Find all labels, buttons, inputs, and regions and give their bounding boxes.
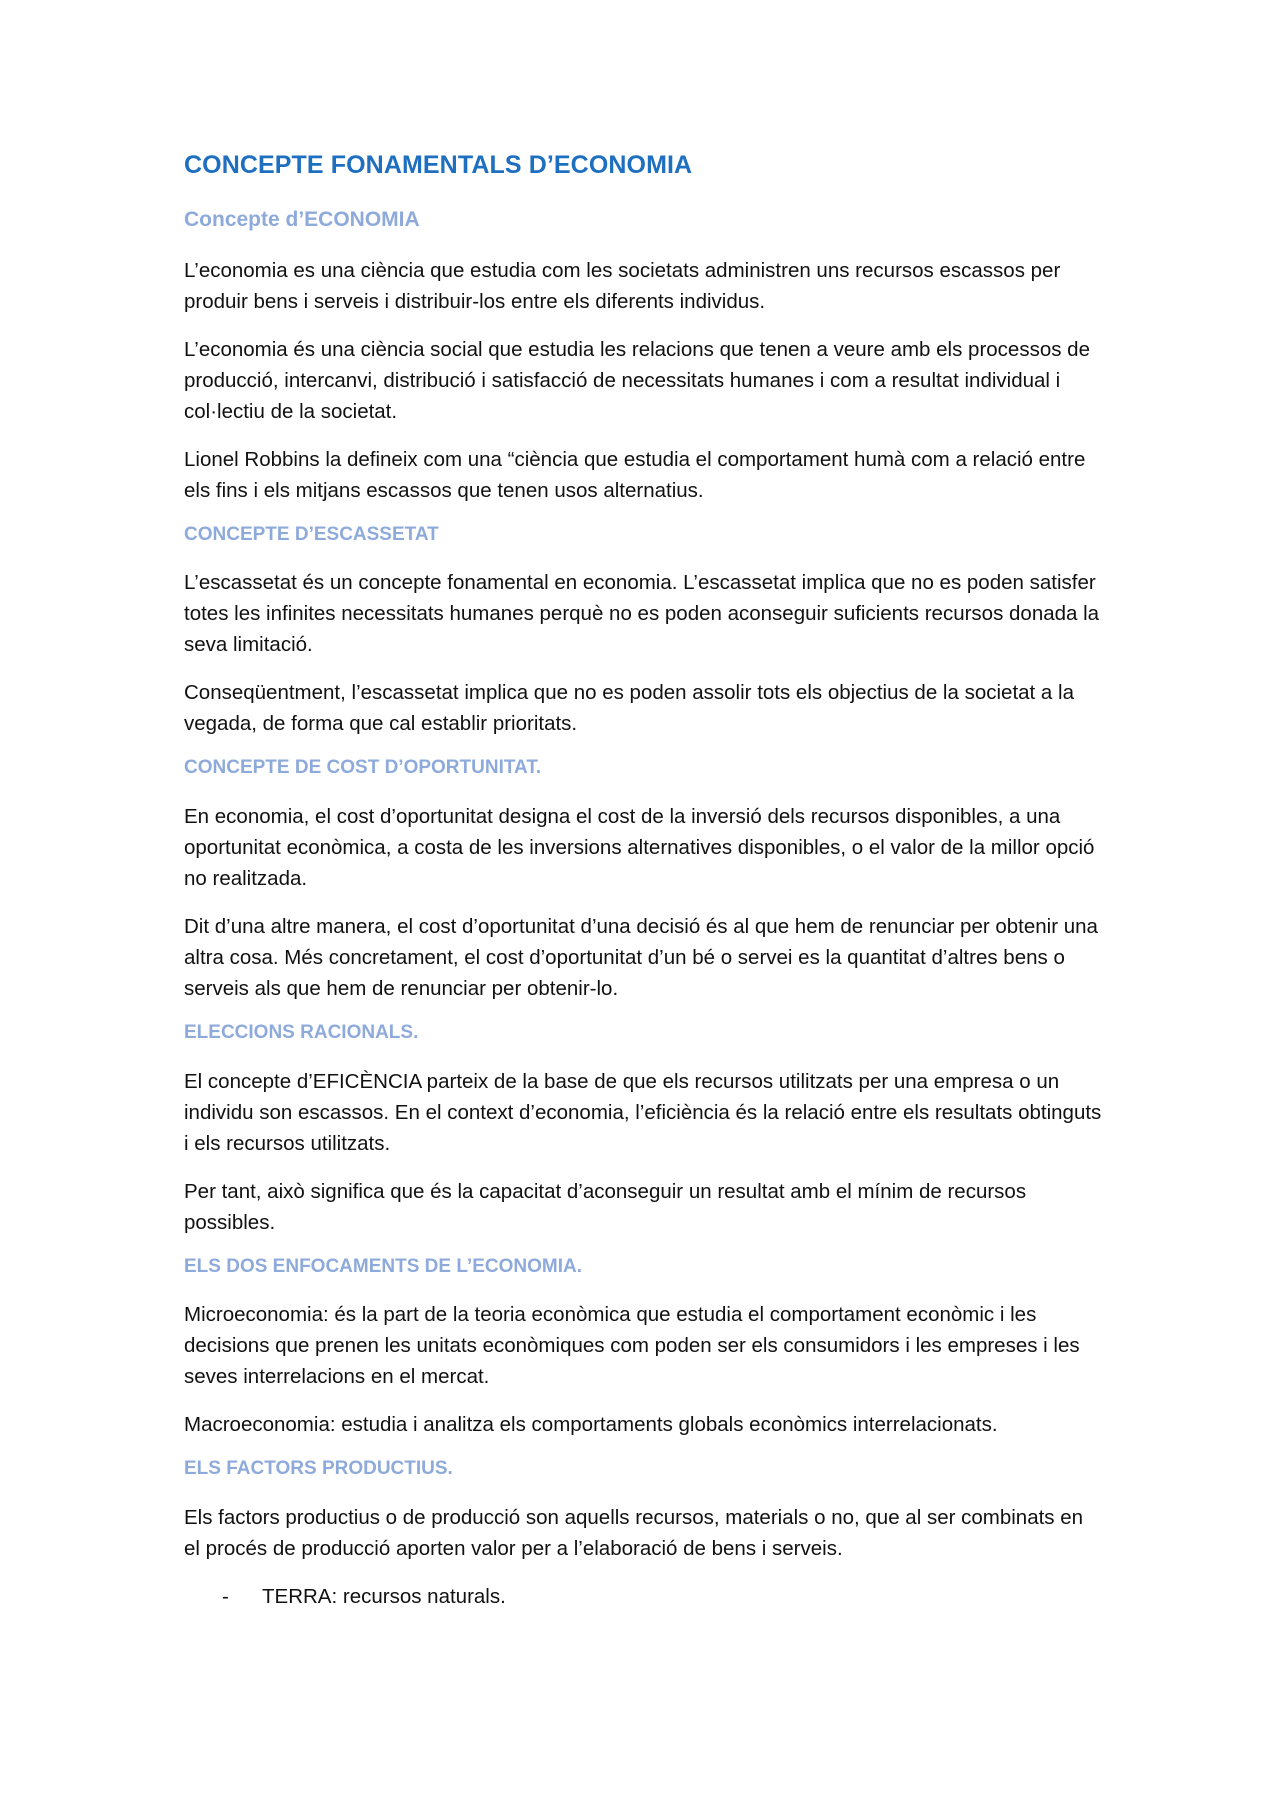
section-heading-factors-productius: ELS FACTORS PRODUCTIUS. bbox=[184, 1458, 453, 1480]
section-heading-economia: Concepte d’ECONOMIA bbox=[184, 208, 420, 232]
list-item bbox=[184, 1581, 1104, 1612]
paragraph: L’escassetat és un concepte fonamental en economia. L’escassetat implica que no es poden satisfer totes les infinites necessitats humanes perquè no es poden aconseguir suficients recursos donada la seva limitació. bbox=[184, 571, 1100, 657]
section-heading-eleccions-racionals: ELECCIONS RACIONALS. bbox=[184, 1021, 419, 1043]
paragraph: Microeconomia: és la part de la teoria econòmica que estudia el comportament econòmic i les decisions que prenen les unitats econòmiques com poden ser els consumidors i les empreses i les seves interrelacions en el mercat. bbox=[184, 1303, 1080, 1389]
list-item-text: TERRA: recursos naturals. bbox=[262, 1584, 506, 1608]
document-body bbox=[184, 150, 1104, 1612]
paragraph: Conseqüentment, l’escassetat implica que no es poden assolir tots els objectius de la societat a la vegada, de forma que cal establir prioritats. bbox=[184, 681, 1074, 736]
document-title: CONCEPTE FONAMENTALS D’ECONOMIA bbox=[184, 151, 693, 179]
paragraph: Macroeconomia: estudia i analitza els comportaments globals econòmics interrelacionats. bbox=[184, 1413, 998, 1437]
factors-list bbox=[184, 1581, 1104, 1612]
paragraph: Els factors productius o de producció son aquells recursos, materials o no, que al ser combinats en el procés de producció aporten valor per a l’elaboració de bens i serveis. bbox=[184, 1505, 1084, 1560]
dash-bullet: - bbox=[222, 1584, 229, 1608]
paragraph: Per tant, això significa que és la capacitat d’aconseguir un resultat amb el mínim de recursos possibles. bbox=[184, 1179, 1027, 1234]
paragraph: Lionel Robbins la defineix com una “ciència que estudia el comportament humà com a relació entre els fins i els mitjans escassos que tenen usos alternatius. bbox=[184, 447, 1086, 502]
section-heading-enfocaments: ELS DOS ENFOCAMENTS DE L’ECONOMIA. bbox=[184, 1255, 582, 1277]
paragraph: En economia, el cost d’oportunitat designa el cost de la inversió dels recursos disponibles, a una oportunitat econòmica, a costa de les inversions alternatives disponibles, o el valor de la millor opció no realitzada. bbox=[184, 804, 1095, 890]
paragraph: L’economia és una ciència social que estudia les relacions que tenen a veure amb els processos de producció, intercanvi, distribució i satisfacció de necessitats humanes i com a resultat individual i col·lectiu de la societat. bbox=[184, 337, 1090, 423]
paragraph: Dit d’una altre manera, el cost d’oportunitat d’una decisió és al que hem de renunciar per obtenir una altra cosa. Més concretament, el cost d’oportunitat d’un bé o servei es la quantitat d’altres bens o serveis als que hem de renunciar per obtenir-lo. bbox=[184, 914, 1098, 1000]
section-heading-escassetat: CONCEPTE D’ESCASSETAT bbox=[184, 523, 439, 545]
section-heading-cost-oportunitat: CONCEPTE DE COST D’OPORTUNITAT. bbox=[184, 757, 542, 779]
paragraph: El concepte d’EFICÈNCIA parteix de la base de que els recursos utilitzats per una empresa o un individu son escassos. En el context d’economia, l’eficiència és la relació entre els resultats obtinguts i els recursos utilitzats. bbox=[184, 1069, 1102, 1155]
paragraph: L’economia es una ciència que estudia com les societats administren uns recursos escassos per produir bens i serveis i distribuir-los entre els diferents individus. bbox=[184, 258, 1061, 313]
